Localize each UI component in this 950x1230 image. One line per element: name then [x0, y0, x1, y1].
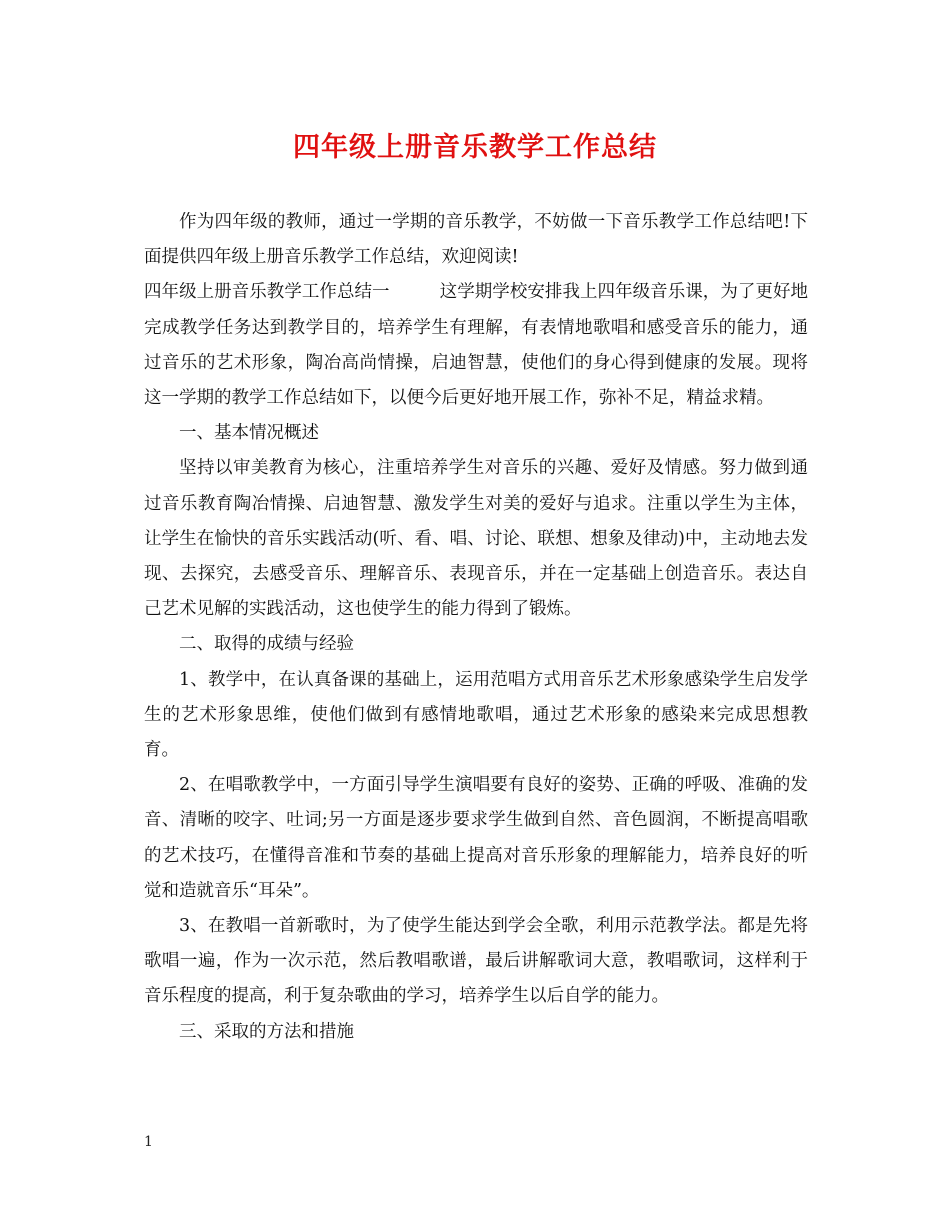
- part-one-text: 这学期学校安排我上四年级音乐课，为了更好地完成教学任务达到教学目的，培养学生有理解，有表情地歌唱和感受音乐的能力，通过音乐的艺术形象，陶冶高尚情操，启迪智慧，使他们的身心得到健康的发展。现将这一学期的教学工作总结如下，以便今后更好地开展工作，弥补不足，精益求精。: [144, 282, 809, 409]
- section-heading-1: 一、基本情况概述: [179, 423, 319, 444]
- part-one-paragraph: [144, 275, 808, 416]
- section-1-paragraph: 坚持以审美教育为核心，注重培养学生对音乐的兴趣、爱好及情感。努力做到通过音乐教育陶冶情操、启迪智慧、激发学生对美的爱好与追求。注重以学生为主体，让学生在愉快的音乐实践活动(听、看、唱、讨论、联想、想象及律动)中，主动地去发现、去探究，去感受音乐、理解音乐、表现音乐，并在一定基础上创造音乐。表达自己艺术见解的实践活动，这也使学生的能力得到了锻炼。: [144, 458, 808, 620]
- part-one-label: 四年级上册音乐教学工作总结一: [144, 282, 390, 303]
- document-body: [144, 205, 808, 1050]
- document-title: 四年级上册音乐教学工作总结: [293, 132, 657, 163]
- intro-paragraph: 作为四年级的教师，通过一学期的音乐教学，不妨做一下音乐教学工作总结吧!下面提供四年级上册音乐教学工作总结，欢迎阅读!: [144, 212, 808, 268]
- list-item-2: 2、在唱歌教学中，一方面引导学生演唱要有良好的姿势、正确的呼吸、准确的发音、清晰的咬字、吐词;另一方面是逐步要求学生做到自然、音色圆润，不断提高唱歌的艺术技巧，在懂得音准和节奏的基础上提高对音乐形象的理解能力，培养良好的听觉和造就音乐“耳朵”。: [144, 775, 808, 901]
- page-number: 1: [144, 1134, 153, 1150]
- list-item-1: 1、教学中，在认真备课的基础上，运用范唱方式用音乐艺术形象感染学生启发学生的艺术形象思维，使他们做到有感情地歌唱，通过艺术形象的感染来完成思想教育。: [144, 669, 808, 761]
- section-heading-2: 二、取得的成绩与经验: [179, 634, 354, 655]
- list-item-3: 3、在教唱一首新歌时，为了使学生能达到学会全歌，利用示范教学法。都是先将歌唱一遍，作为一次示范，然后教唱歌谱，最后讲解歌词大意，教唱歌词，这样利于音乐程度的提高，利于复杂歌曲的学习，培养学生以后自学的能力。: [144, 916, 808, 1007]
- section-heading-3: 三、采取的方法和措施: [179, 1021, 354, 1042]
